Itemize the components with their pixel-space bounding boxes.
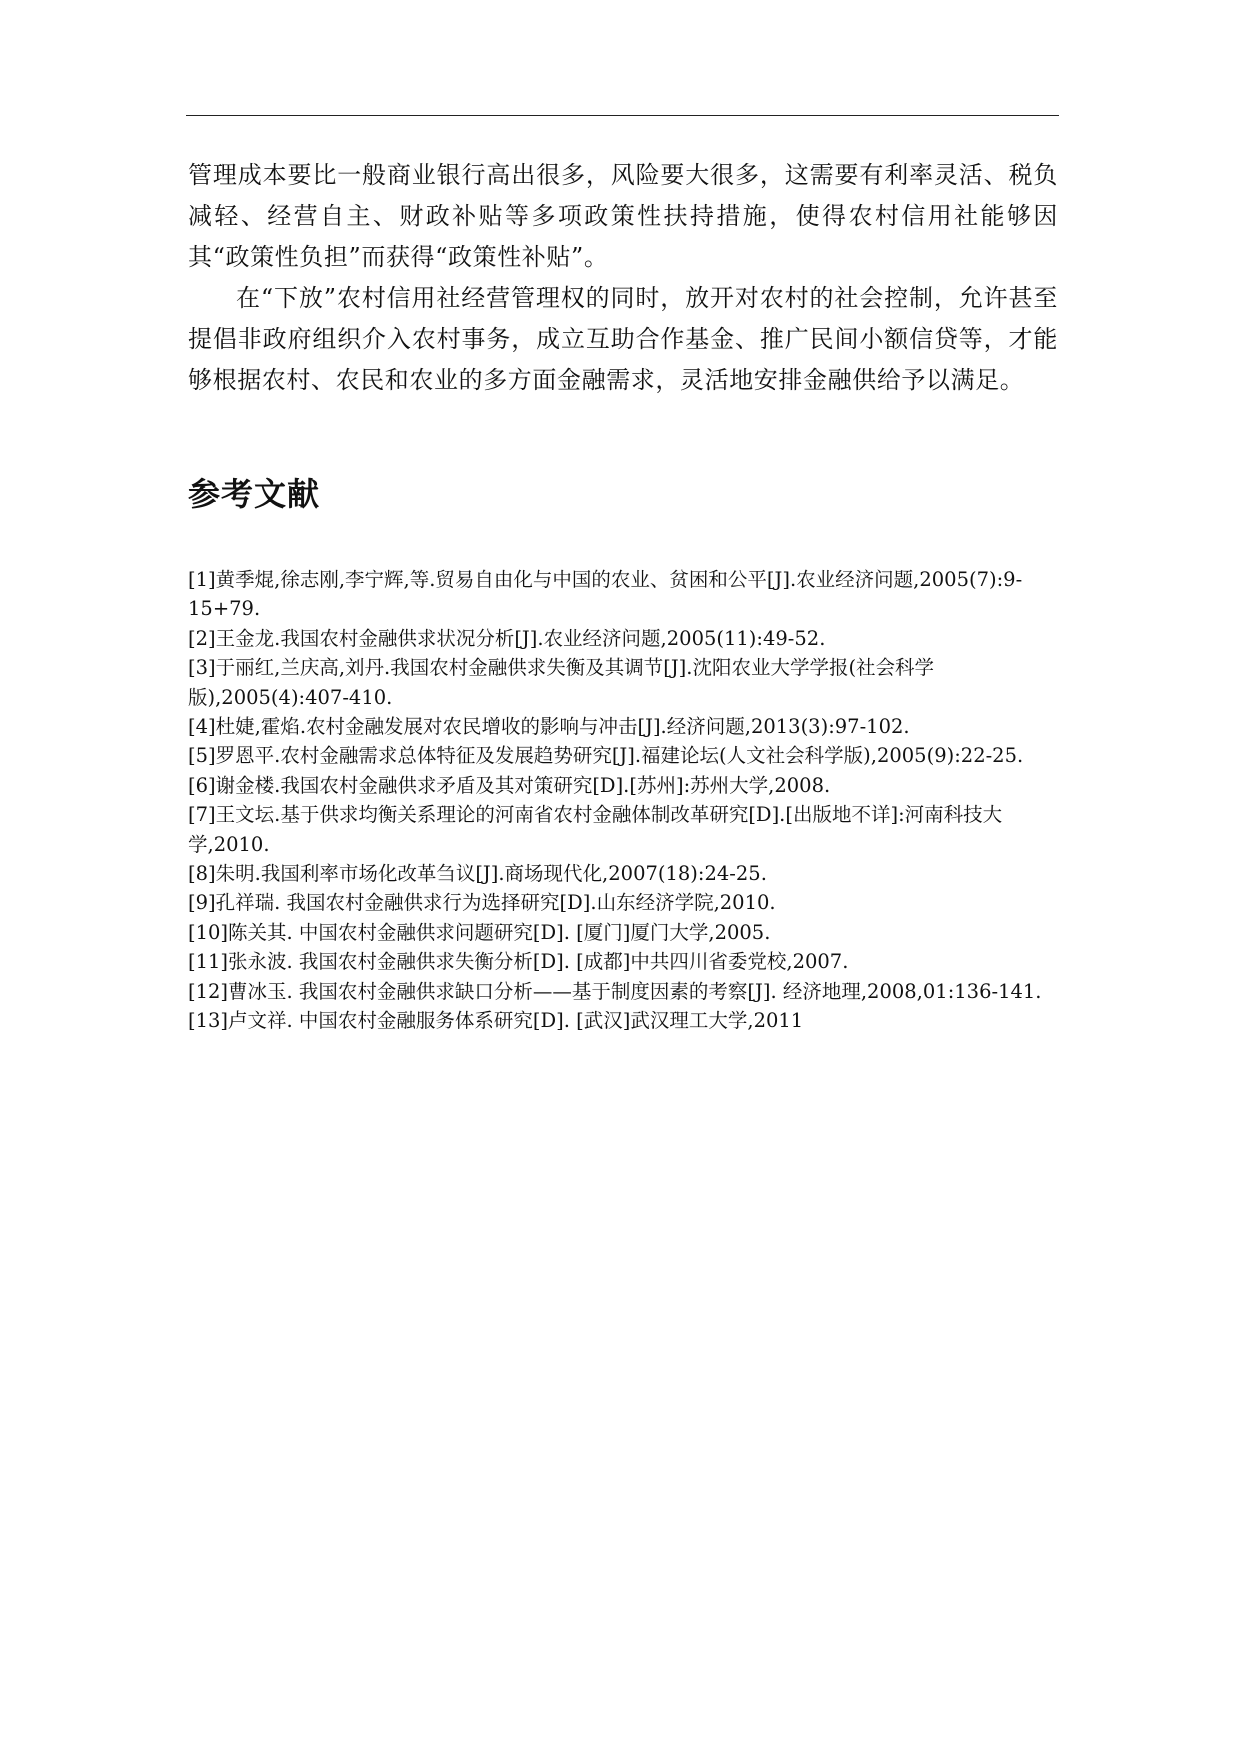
reference-item-13: [13]卢文祥. 中国农村金融服务体系研究[D]. [武汉]武汉理工大学,2011 — [188, 1009, 804, 1033]
reference-item-12: [12]曹冰玉. 我国农村金融供求缺口分析——基于制度因素的考察[J]. 经济地理,2008,01:136-141. — [188, 979, 1042, 1003]
body-paragraph-1: 管理成本要比一般商业银行高出很多，风险要大很多，这需要有利率灵活、税负减轻、经营自主、财政补贴等多项政策性扶持措施，使得农村信用社能够因其“政策性负担”而获得“政策性补贴”。 — [188, 161, 1058, 271]
reference-item-7: [7]王文坛.基于供求均衡关系理论的河南省农村金融体制改革研究[D].[出版地不详]:河南科技大学,2010. — [188, 803, 1003, 856]
reference-item-1: [1]黄季焜,徐志刚,李宁辉,等.贸易自由化与中国的农业、贫困和公平[J].农业经济问题,2005(7):9-15+79. — [188, 568, 1023, 621]
reference-item-10: [10]陈关其. 中国农村金融供求问题研究[D]. [厦门]厦门大学,2005. — [188, 920, 771, 944]
reference-item-2: [2]王金龙.我国农村金融供求状况分析[J].农业经济问题,2005(11):49-52. — [188, 626, 826, 650]
references-list — [188, 565, 1058, 1036]
reference-item-8: [8]朱明.我国利率市场化改革刍议[J].商场现代化,2007(18):24-25. — [188, 862, 767, 886]
reference-item-11: [11]张永波. 我国农村金融供求失衡分析[D]. [成都]中共四川省委党校,2007. — [188, 950, 849, 974]
reference-item-9: [9]孔祥瑞. 我国农村金融供求行为选择研究[D].山东经济学院,2010. — [188, 891, 776, 915]
header-rule — [186, 115, 1059, 116]
reference-item-3: [3]于丽红,兰庆高,刘丹.我国农村金融供求失衡及其调节[J].沈阳农业大学学报(社会科学版),2005(4):407-410. — [188, 656, 935, 709]
body-paragraph-2: 在“下放”农村信用社经营管理权的同时，放开对农村的社会控制，允许甚至提倡非政府组织介入农村事务，成立互助合作基金、推广民间小额信贷等，才能够根据农村、农民和农业的多方面金融需求，灵活地安排金融供给予以满足。 — [188, 284, 1058, 394]
reference-item-5: [5]罗恩平.农村金融需求总体特征及发展趋势研究[J].福建论坛(人文社会科学版),2005(9):22-25. — [188, 744, 1024, 768]
reference-item-6: [6]谢金楼.我国农村金融供求矛盾及其对策研究[D].[苏州]:苏州大学,2008. — [188, 773, 831, 797]
references-heading: 参考文献 — [188, 475, 321, 513]
reference-item-4: [4]杜婕,霍焰.农村金融发展对农民增收的影响与冲击[J].经济问题,2013(3):97-102. — [188, 715, 910, 739]
body-text — [188, 155, 1058, 401]
